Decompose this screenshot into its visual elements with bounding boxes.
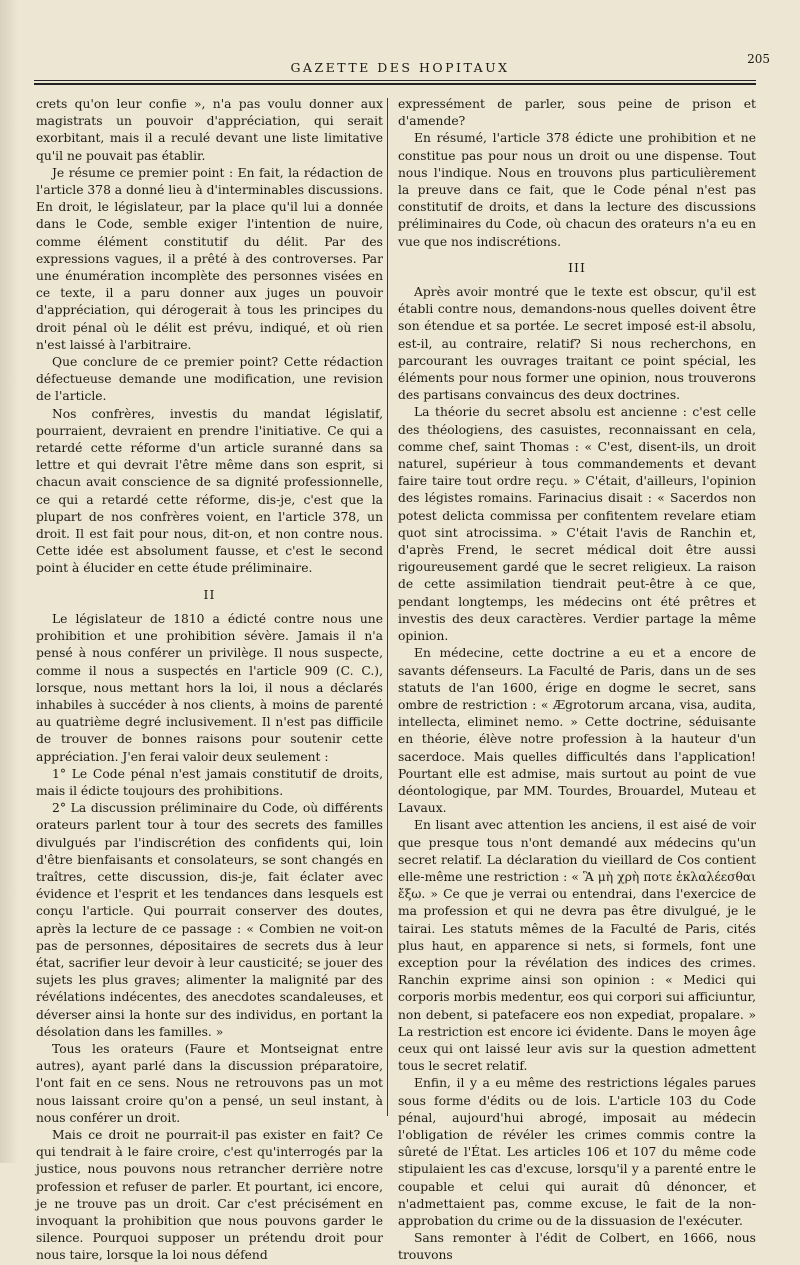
paragraph: Je résume ce premier point : En fait, la rédaction de l'article 378 a donné lieu à d'interminables discussions. En droit, le législateur, par la place qu'il lui a donnée dans le Code, semble exiger l'intention de nuire, comme élément constitutif du délit. Par des expressions vagues, il a prêté à des controverses. Par une énumération incomplète des personnes visées en ce texte, il a paru donner aux juges un pouvoir d'appréciation, qui dérogerait à tous les principes du droit pénal où le délit est prévu, indiqué, et où rien n'est laissé à l'arbitraire. [36, 165, 383, 352]
paragraph: Tous les orateurs (Faure et Montseignat entre autres), ayant parlé dans la discussion préparatoire, l'ont fait en ce sens. Nous ne retrouvons pas un mot nous laissant croire qu'on a pensé, un seul instant, à nous conférer un droit. [36, 1041, 383, 1125]
column-divider [387, 98, 388, 1116]
paragraph: En médecine, cette doctrine a eu et a encore de savants défenseurs. La Faculté de Paris, dans un de ses statuts de l'an 1600, érige en dogme le secret, sans ombre de restriction : « Ægrotorum arcana, visa, audita, intellecta, eliminet nemo. » Cette doctrine, séduisante en théorie, élève notre profession à la hauteur d'un sacerdoce. Mais quelles difficultés dans l'application! Pourtant elle est admise, mais surtout au point de vue déontologique, par MM. Tourdes, Brouardel, Muteau et Lavaux. [398, 646, 756, 816]
paragraph: Le législateur de 1810 a édicté contre nous une prohibition et une prohibition sévère. Jamais il n'a pensé à nous conférer un privilège. Il nous suspecte, comme il nous a suspectés en l'article 909 (C. C.), lorsque, nous mettant hors la loi, il nous a déclarés inhabiles à succéder à nos clients, à moins de parenté au quatrième degré inclusivement. Il n'est pas difficile de trouver de bonnes raisons pour soutenir cette appréciation. J'en ferai valoir deux seulement : [36, 611, 383, 764]
paragraph: Sans remonter à l'édit de Colbert, en 1666, nous trouvons [398, 1231, 756, 1263]
paragraph: La théorie du secret absolu est ancienne : c'est celle des théologiens, des casuistes, reconnaissant en cela, comme chef, saint Thomas : « C'est, disent-ils, un droit naturel, supérieur à tous commandements et devant faire taire tout ordre reçu. » C'était, d'ailleurs, l'opinion des légistes romains. Farinacius disait : « Sacerdos non potest delicta commissa per confitentem revelare etiam quot sint atrocissima. » C'était l'avis de Ranchin et, d'après Frend, le secret médical doit être aussi rigoureusement gardé que le secret religieux. La raison de cette assimilation tiendrait peut-être à ce que, pendant longtemps, les médecins ont été prêtres et investis des deux caractères. Verdier partage la même opinion. [398, 405, 756, 644]
paragraph: 1° Le Code pénal n'est jamais constitutif de droits, mais il édicte toujours des prohibitions. [36, 766, 383, 798]
left-column [36, 96, 383, 1265]
paragraph: expressément de parler, sous peine de prison et d'amende? [398, 97, 756, 129]
page-number: 205 [747, 52, 770, 66]
paragraph: Enfin, il y a eu même des restrictions légales parues sous forme d'édits ou de lois. L'article 103 du Code pénal, aujourd'hui abrogé, imposait au médecin l'obligation de révéler les crimes commis contre la sûreté de l'État. Les articles 106 et 107 du même code stipulaient les cas d'excuse, lorsqu'il y a parenté entre le coupable et celui qui aurait dû dénoncer, et n'admettaient pas, comme excuse, le fait de la non-approbation du crime ou de la dissuasion de l'exécuter. [398, 1076, 756, 1228]
right-column [398, 96, 756, 1265]
header-rule-thick [34, 83, 756, 85]
paragraph: Après avoir montré que le texte est obscur, qu'il est établi contre nous, demandons-nous quelles doivent être son étendue et sa portée. Le secret imposé est-il absolu, est-il, au contraire, relatif? Si nous recherchons, en parcourant les ouvrages traitant ce point spécial, les éléments pour nous former une opinion, nous trouverons des partisans convaincus des deux doctrines. [398, 285, 756, 403]
page-header [30, 48, 770, 80]
section-heading: II [203, 586, 216, 602]
paragraph: En résumé, l'article 378 édicte une prohibition et ne constitue pas pour nous un droit ou une dispense. Tout nous l'indique. Nous en trouvons plus particulièrement la preuve dans ce fait, que le Code pénal n'est pas constitutif de droits, et dans la lecture des discussions préliminaires du Code, où chacun des orateurs n'a eu en vue que nos indiscrétions. [398, 131, 756, 249]
paragraph: Mais ce droit ne pourrait-il pas exister en fait? Ce qui tendrait à le faire croire, c'est qu'interrogés par la justice, nous pouvons nous retrancher derrière notre profession et refuser de parler. Et pourtant, ici encore, je ne trouve pas un droit. Car c'est précisément en invoquant la prohibition que nous pouvons garder le silence. Pourquoi supposer un prétendu droit pour nous taire, lorsque la loi nous défend [36, 1127, 383, 1263]
section-heading: III [568, 259, 586, 275]
paragraph: En lisant avec attention les anciens, il est aisé de voir que presque tous n'ont demandé aux médecins qu'un secret relatif. La déclaration du vieillard de Cos contient elle-même une restriction : « Ἃ μὴ χρὴ ποτε ἐκλαλέεσθαι ἔξω. » Ce que je verrai ou entendrai, dans l'exercice de ma profession et qui ne devra pas être divulgué, je le tairai. Les statuts mêmes de la Faculté de Paris, cités plus haut, en apparence si nets, si formels, font une exception pour la révélation des indices des crimes. Ranchin exprime ainsi son opinion : « Medici qui corporis morbis medentur, eos qui corpori sui afficiuntur, non debent, si patefacere eos non expediat, propalare. » La restriction est encore ici évidente. Dans le moyen âge ceux qui ont laissé leur avis sur la question admettent tous le secret relatif. [398, 818, 756, 1074]
header-rule [34, 80, 756, 81]
paragraph: crets qu'on leur confie », n'a pas voulu donner aux magistrats un pouvoir d'appréciation, qui serait exorbitant, mais il a reculé devant une liste limitative qu'il ne pouvait pas établir. [36, 97, 383, 163]
paragraph: Que conclure de ce premier point? Cette rédaction défectueuse demande une modification, une revision de l'article. [36, 355, 383, 404]
journal-title: GAZETTE DES HOPITAUX [290, 60, 510, 75]
paragraph: Nos confrères, investis du mandat législatif, pourraient, devraient en prendre l'initiative. Ce qui a retardé cette réforme d'un article suranné dans sa lettre et qui devrait l'être même dans son esprit, si chacun avait conscience de sa dignité professionnelle, ce qui a retardé cette réforme, dis-je, c'est que la plupart de nos confrères voient, en l'article 378, un droit. Il est fait pour nous, dit-on, et non contre nous. Cette idée est absolument fausse, et c'est le second point à élucider en cette étude préliminaire. [36, 406, 383, 576]
page-edge-shadow [0, 0, 18, 1163]
paragraph: 2° La discussion préliminaire du Code, où différents orateurs parlent tour à tour des secrets des familles divulgués par l'indiscrétion des confidents qui, loin d'être bienfaisants et consolateurs, se sont changés en traîtres, cette discussion, dis-je, fait éclater avec évidence et l'esprit et les tendances dans lesquels est conçu l'article. Qui pourrait conserver des doutes, après la lecture de ce passage : « Combien ne voit-on pas de personnes, dépositaires de secrets dus à leur état, sacrifier leur devoir à leur causticité; se jouer des sujets les plus graves; alimenter la malignité par des révélations indécentes, des anecdotes scandaleuses, et déverser ainsi la honte sur des individus, en portant la désolation dans les familles. » [36, 801, 383, 1039]
